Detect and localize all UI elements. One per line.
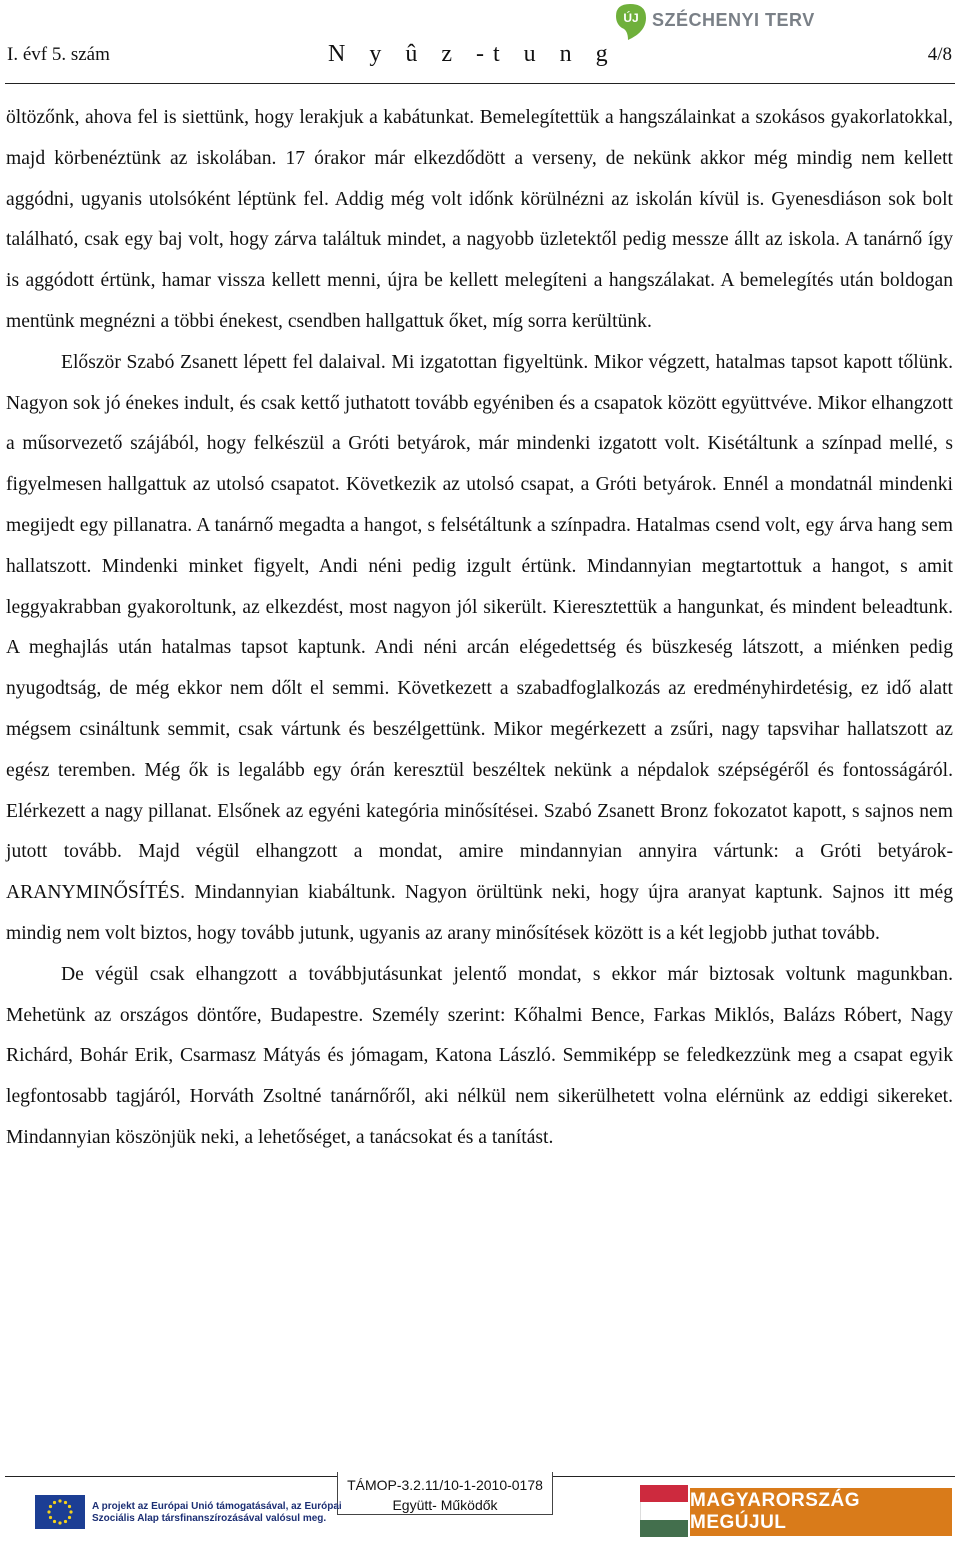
hungarian-flag-icon (640, 1485, 688, 1537)
issue-label: I. évf 5. szám (7, 44, 110, 65)
program-code: TÁMOP-3.2.11/10-1-2010-0178 (347, 1477, 543, 1493)
svg-text:ÚJ: ÚJ (623, 11, 639, 25)
paragraph-1: öltözőnk, ahova fel is siettünk, hogy lerakjuk a kabátunkat. Bemelegítettük a hangszálainkat a szokásos gyakorlatokkal, majd körbenéztünk az iskolában. 17 órakor már elkezdődött a verseny, de nekünk akkor még mindig nem kellett aggódni, ugyanis utolsóként léptünk fel. Addig még volt időnk körülnézni az iskolán kívül is. Gyenesdiáson sok bolt található, csak egy baj volt, hogy zárva találtuk mindet, a nagyobb üzletektől pedig messze állt az iskola. A tanárnő így is aggódott értünk, hamar vissza kellett menni, újra be kellett melegíteni a hangszálakat. A bemelegítés után boldogan mentünk megnézni a többi énekest, csendben hallgattuk őket, míg sorra kerültünk. (6, 107, 953, 332)
szechenyi-terv-logo (612, 2, 815, 42)
magyarorszag-megujul-banner: MAGYARORSZÁG MEGÚJUL (690, 1488, 952, 1536)
eu-note-line-2: Szociális Alap társfinanszírozásával valósul meg. (92, 1513, 327, 1524)
paragraph-3: De végül csak elhangzott a továbbjutásunkat jelentő mondat, s ekkor már biztosak voltunk magunkban. Mehetünk az országos döntőre, Budapestre. Személy szerint: Kőhalmi Bence, Farkas Miklós, Balázs Róbert, Nagy Richárd, Bohár Erik, Csarmasz Mátyás és jómagam, Katona László. Semmiképp se feledkezzünk meg a csapat egyik legfontosabb tagjáról, Horváth Zsoltné tanárnőről, aki nélkül nem sikerülhetett volna elérnünk az eddigi sikereket. Mindannyian köszönjük neki, a lehetőséget, a tanácsokat és a tanítást. (6, 963, 953, 1148)
eu-flag-icon (35, 1495, 85, 1529)
page-footer (0, 1470, 960, 1543)
eu-note-line-1: A projekt az Európai Unió támogatásával, az Európai (92, 1501, 342, 1512)
motto: Együtt- Működők (392, 1497, 498, 1513)
paragraph-2: Először Szabó Zsanett lépett fel dalaival. Mi izgatottan figyeltünk. Mikor végzett, hatalmas tapsot kapott tőlünk. Nagyon sok jó énekes indult, és csak kettő juthatott tovább egyéniben és a csapatok között együttvéve. Mikor elhangzott a műsorvezető szájából, hogy felkészül a Gróti betyárok, már mindenki izgatott volt. Kisétáltunk a színpad mellé, s figyelmesen hallgattuk az utolsó csapatot. Következik az utolsó csapat, a Gróti betyárok. Ennél a mondatnál mindenki megijedt egy pillanatra. A tanárnő megadta a hangot, s felsétáltunk a színpadra. Hatalmas csend volt, egy árva hang sem hallatszott. Mindenki minket figyelt, Andi néni pedig izgult értünk. Mindannyian megtartottuk a hangot, s amit leggyakrabban gyakoroltunk, az elkezdést, most nagyon jól sikerült. Kieresztettük a hangunkat, és mindent beleadtunk. A meghajlás után hatalmas tapsot kaptunk. Andi néni arcán elégedettség és büszkeség látszott, a miénken pedig nyugodtság, de még ekkor nem dőlt el semmi. Következett a szabadfoglalkozás az eredményhirdetésig, ez idő alatt mégsem csináltunk semmit, csak vártunk és beszélgettünk. Mikor megérkezett a zsűri, nagy tapsvihar hallatszott az egész teremben. Még ők is legalább egy órán keresztül beszéltek nekünk a népdalok szépségéről és fontosságáról. Elérkezett a nagy pillanat. Elsőnek az egyéni kategória minősítései. Szabó Zsanett Bronz fokozatot kapott, s sajnos nem jutott tovább. Majd végül elhangzott a mondat, amire mindannyian annyira vártunk: a Gróti betyárok- ARANYMINŐSÍTÉS. Mindannyian kiabáltunk. Nagyon örültünk neki, hogy újra aranyat kaptunk. Sajnos itt még mindig nem volt biztos, hogy tovább jutunk, ugyanis az arany minősítések között is a két legjobb juthat tovább. (6, 351, 953, 944)
article-body (6, 98, 953, 1159)
page-header (0, 0, 960, 92)
tamop-box (337, 1472, 553, 1515)
uj-leaf-icon (612, 2, 650, 42)
eu-funding-note (92, 1501, 342, 1525)
logo-text: SZÉCHENYI TERV (652, 10, 815, 30)
header-divider (5, 83, 955, 84)
page-number: 4/8 (927, 44, 952, 65)
newspaper-title: N y û z -t u n g (328, 41, 617, 67)
